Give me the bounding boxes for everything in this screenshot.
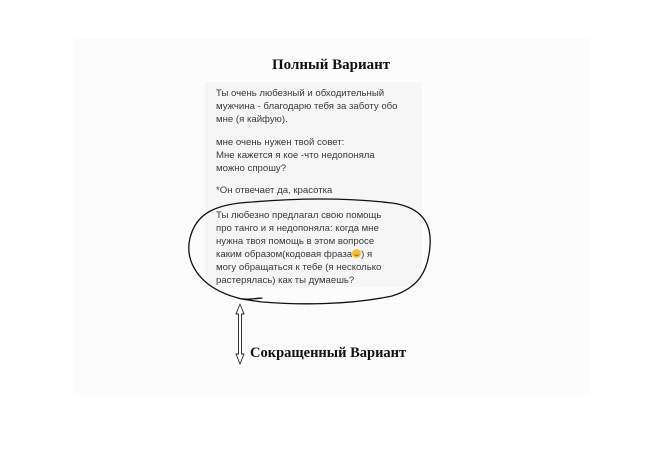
full-version-heading: Полный Вариант (272, 57, 391, 73)
highlighted-part-1: Ты любезно предлагал свою помощь про танго и я недопоняла: когда мне нужна твоя помощь в этом вопросе каким образом(кодовая фраза (216, 210, 382, 260)
highlighted-part-2: ) я могу обращаться к тебе (я несколько растерялась) как ты думаешь? (216, 249, 382, 286)
short-version-label: Сокращенный Вариант (250, 345, 407, 361)
message-advice-request: мне очень нужен твой совет: Мне кажется я кое -что недопоняла можно спрошу? (216, 137, 375, 174)
message-highlighted (216, 209, 381, 287)
message-his-answer: *Он отвечает да, красотка (216, 185, 333, 196)
message-compliment: Ты очень любезный и обходительный мужчина - благодарю тебя за заботу обо мне (я кайфую). (216, 88, 398, 125)
grinning-face-emoji-icon (352, 249, 361, 258)
